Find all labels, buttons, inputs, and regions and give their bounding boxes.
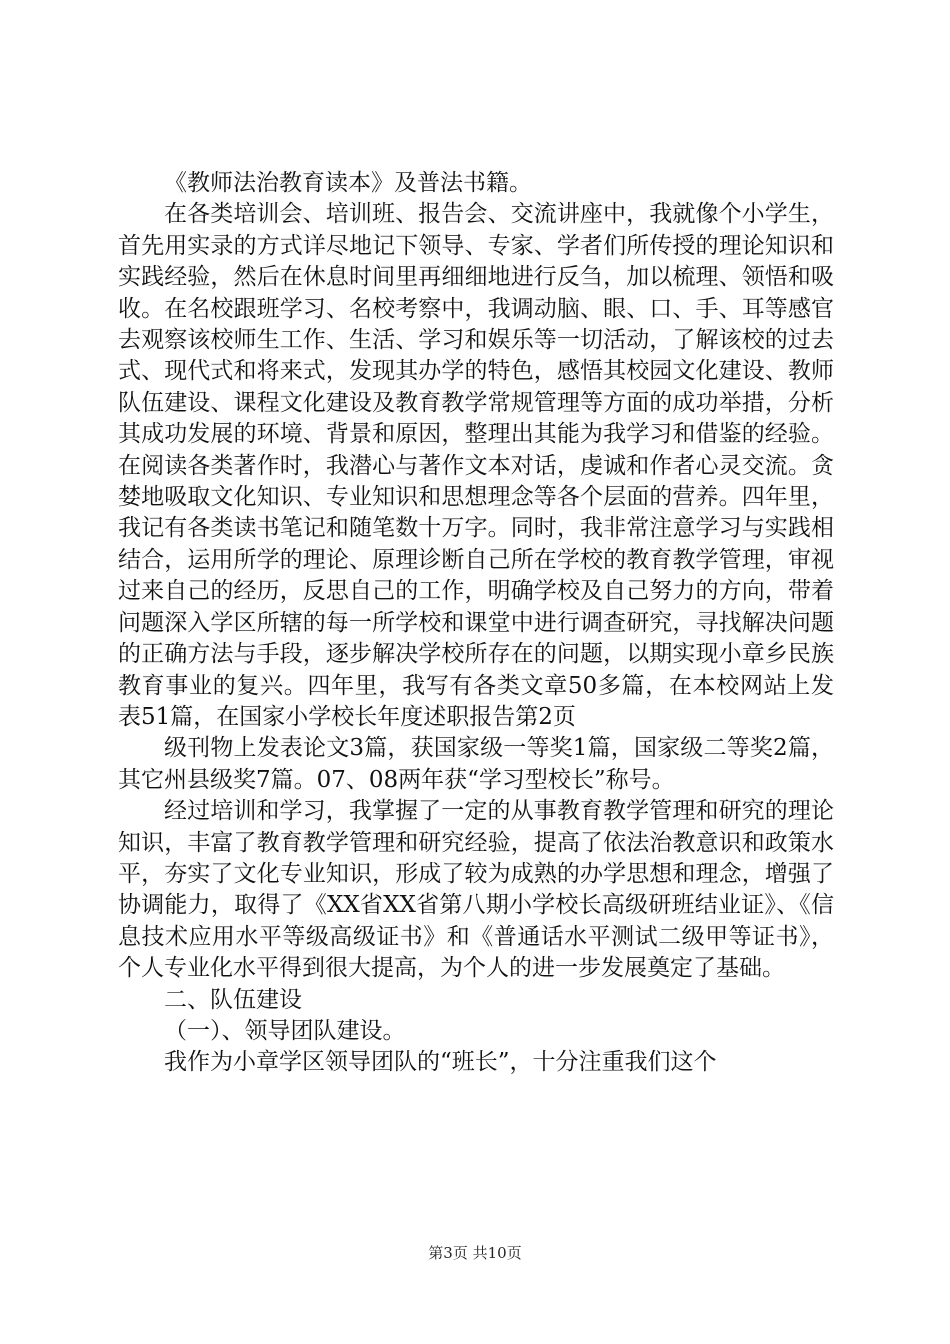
- paragraph-training-results: 经过培训和学习，我掌握了一定的从事教育教学管理和研究的理论知识，丰富了教育教学管理和研究经验，提高了依法治教意识和政策水平，夯实了文化专业知识，形成了较为成熟的办学思想和理念，增强了协调能力，取得了《XX省XX省第八期小学校长高级研班结业证》、《信息技术应用水平等级高级证书》和《普通话水平测试二级甲等证书》，个人专业化水平得到很大提高，为个人的进一步发展奠定了基础。: [118, 798, 834, 982]
- document-body: [118, 168, 834, 1079]
- paragraph-publications-awards: 级刊物上发表论文3篇，获国家级一等奖1篇，国家级二等奖2篇，其它州县级奖7篇。07、08两年获“学习型校长”称号。: [118, 735, 834, 793]
- section-heading-team-building: 二、队伍建设: [164, 986, 302, 1013]
- subsection-heading-leadership-team: （一）、领导团队建设。: [164, 1017, 406, 1044]
- paragraph-leadership-team: 我作为小章学区领导团队的“班长”，十分注重我们这个: [164, 1049, 717, 1076]
- paragraph-training-study: 在各类培训会、培训班、报告会、交流讲座中，我就像个小学生，首先用实录的方式详尽地记下领导、专家、学者们所传授的理论知识和实践经验，然后在休息时间里再细细地进行反刍，加以梳理、领悟和吸收。在名校跟班学习、名校考察中，我调动脑、眼、口、手、耳等感官去观察该校师生工作、生活、学习和娱乐等一切活动，了解该校的过去式、现代式和将来式，发现其办学的特色，感悟其校园文化建设、教师队伍建设、课程文化建设及教育教学常规管理等方面的成功举措，分析其成功发展的环境、背景和原因，整理出其能为我学习和借鉴的经验。在阅读各类著作时，我潜心与著作文本对话，虔诚和作者心灵交流。贪婪地吸取文化知识、专业知识和思想理念等各个层面的营养。四年里，我记有各类读书笔记和随笔数十万字。同时，我非常注意学习与实践相结合，运用所学的理论、原理诊断自己所在学校的教育教学管理，审视过来自己的经历，反思自己的工作，明确学校及自己努力的方向，带着问题深入学区所辖的每一所学校和课堂中进行调查研究，寻找解决问题的正确方法与手段，逐步解决学校所存在的问题，以期实现小章乡民族教育事业的复兴。四年里，我写有各类文章50多篇，在本校网站上发表51篇，在国家小学校长年度述职报告第2页: [118, 201, 834, 730]
- page-footer: 第3页 共10页: [428, 1244, 522, 1262]
- paragraph-reading-materials: 《教师法治教育读本》及普法书籍。: [164, 170, 532, 196]
